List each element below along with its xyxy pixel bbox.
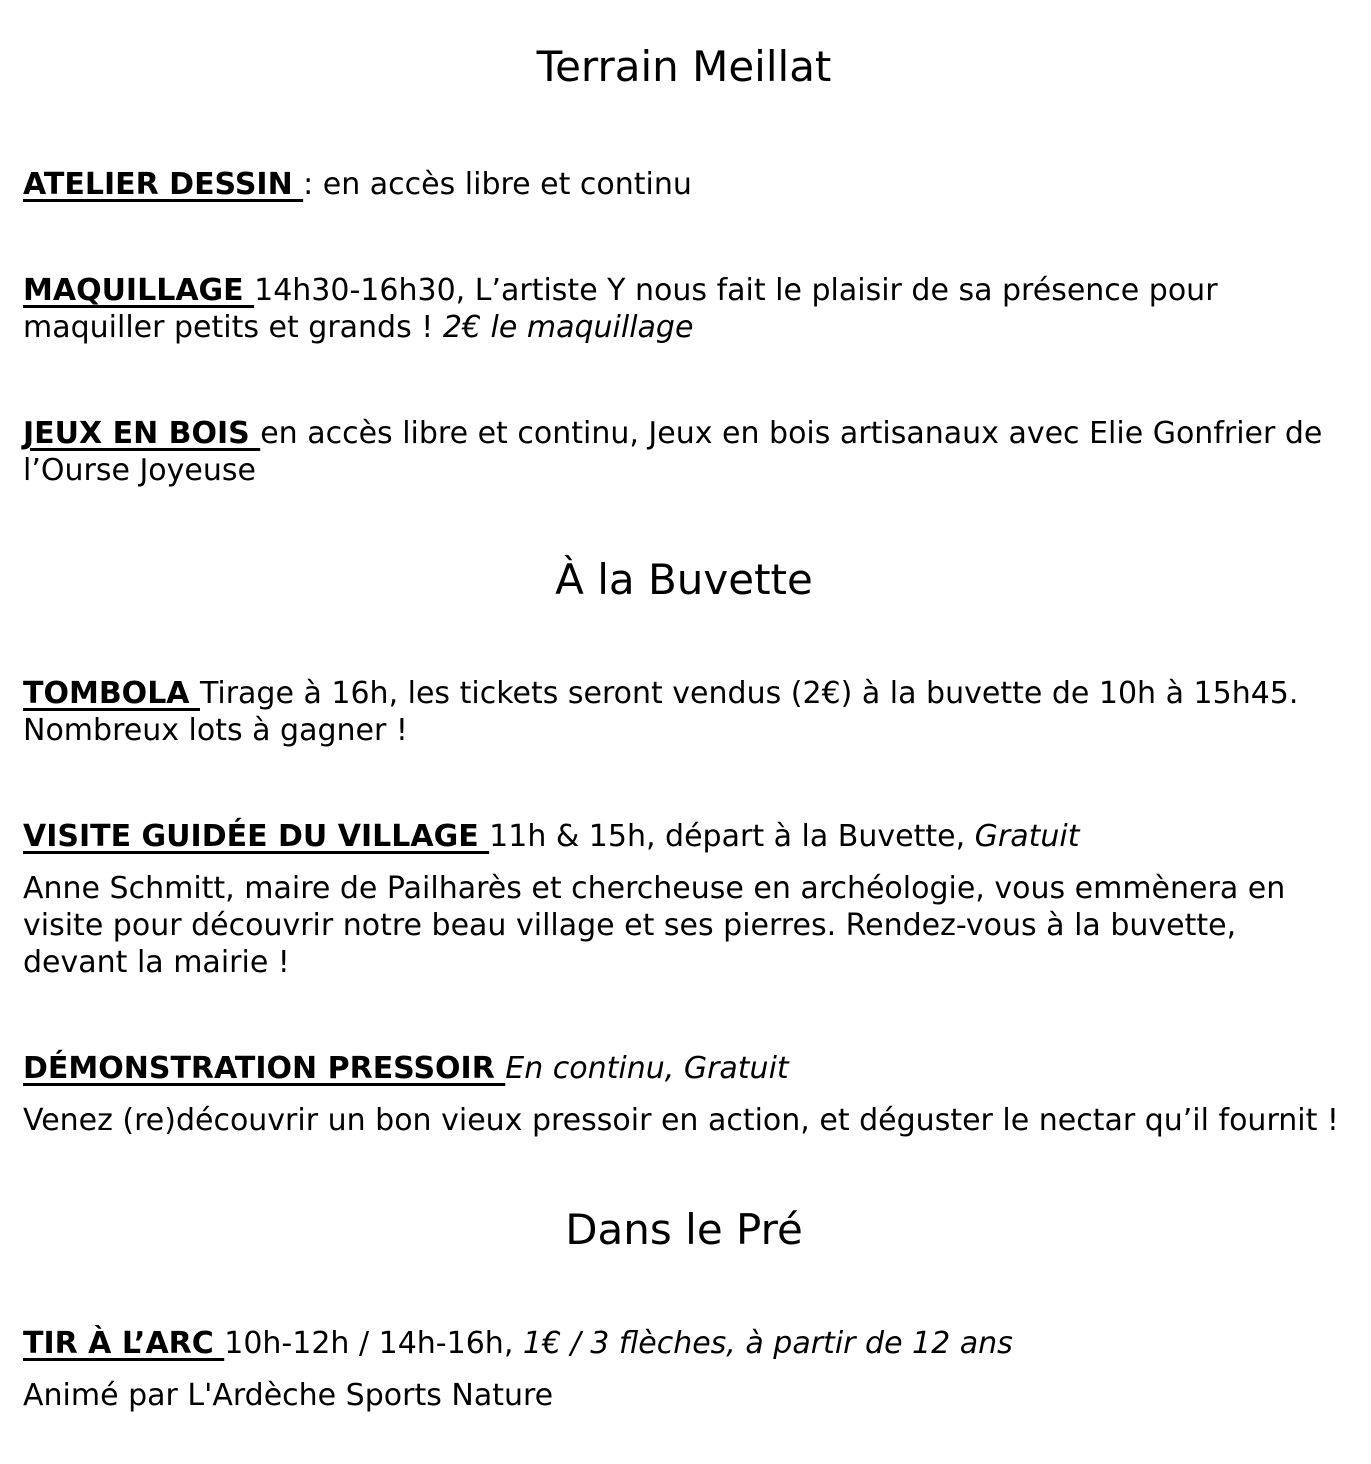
- event-tir-a-l-arc-name: TIR À L’ARC: [23, 1326, 225, 1361]
- event-maquillage-price: 2€ le maquillage: [442, 310, 694, 345]
- event-visite-guidee-details: 11h & 15h, départ à la Buvette,: [489, 819, 975, 854]
- event-tombola: [23, 675, 1345, 749]
- event-tir-a-l-arc-price: 1€ / 3 flèches, à partir de 12 ans: [522, 1326, 1013, 1361]
- event-jeux-en-bois-details: en accès libre et continu, Jeux en bois artisanaux avec Elie Gonfrier de l’Ourse Joyeuse: [23, 416, 1323, 488]
- event-tir-a-l-arc-description: Animé par L'Ardèche Sports Nature: [23, 1378, 554, 1413]
- event-maquillage-name: MAQUILLAGE: [23, 273, 255, 308]
- page-title-terrain-meillat: Terrain Meillat: [536, 42, 832, 91]
- event-tir-a-l-arc-details: 10h-12h / 14h-16h,: [224, 1326, 523, 1361]
- section-title-a-la-buvette: À la Buvette: [555, 555, 813, 604]
- event-tir-a-l-arc: [23, 1325, 1345, 1362]
- section-title-dans-le-pre: Dans le Pré: [565, 1205, 803, 1254]
- event-demonstration-pressoir-description: Venez (re)découvrir un bon vieux pressoir en action, et déguster le nectar qu’il fournit !: [23, 1103, 1339, 1138]
- event-jeux-en-bois-name: JEUX EN BOIS: [23, 416, 261, 451]
- event-visite-guidee-name: VISITE GUIDÉE DU VILLAGE: [23, 819, 490, 854]
- event-maquillage-details: 14h30-16h30, L’artiste Y nous fait le plaisir de sa présence pour maquiller petits et grands !: [23, 273, 1218, 345]
- event-tombola-details: Tirage à 16h, les tickets seront vendus (2€) à la buvette de 10h à 15h45. Nombreux lots à gagner !: [23, 676, 1299, 748]
- event-demonstration-pressoir: [23, 1050, 1345, 1087]
- event-atelier-dessin-details: : en accès libre et continu: [303, 167, 692, 202]
- event-demonstration-pressoir-price: En continu, Gratuit: [505, 1051, 789, 1086]
- event-demonstration-pressoir-name: DÉMONSTRATION PRESSOIR: [23, 1051, 506, 1086]
- event-tombola-name: TOMBOLA: [23, 676, 200, 711]
- event-atelier-dessin-name: ATELIER DESSIN: [23, 167, 304, 202]
- event-visite-guidee-price: Gratuit: [974, 819, 1080, 854]
- event-maquillage: [23, 272, 1345, 346]
- event-visite-guidee: [23, 818, 1345, 855]
- event-visite-guidee-description: Anne Schmitt, maire de Pailharès et chercheuse en archéologie, vous emmènera en visite pour découvrir notre beau village et ses pierres. Rendez-vous à la buvette, devant la mairie !: [23, 871, 1286, 980]
- event-jeux-en-bois: [23, 415, 1345, 489]
- event-atelier-dessin: [23, 166, 1345, 203]
